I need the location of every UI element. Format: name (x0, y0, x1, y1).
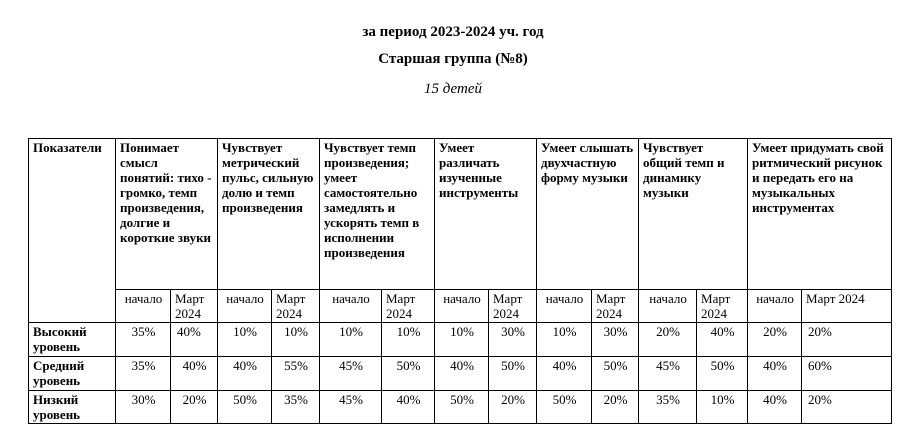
table-cell: 40% (435, 357, 489, 391)
table-cell: 50% (537, 391, 592, 424)
row-label: Низкий уровень (29, 391, 116, 424)
start-header: начало (537, 290, 592, 323)
end-header: Март 2024 (489, 290, 537, 323)
table-cell: 60% (802, 357, 892, 391)
end-header: Март 2024 (272, 290, 320, 323)
table-cell: 40% (171, 323, 218, 357)
table-cell: 30% (116, 391, 171, 424)
table-cell: 45% (320, 391, 382, 424)
table-cell: 50% (697, 357, 748, 391)
table-cell: 10% (320, 323, 382, 357)
table-cell: 35% (272, 391, 320, 424)
table-row (29, 323, 892, 357)
table-cell: 35% (116, 323, 171, 357)
table-cell: 30% (592, 323, 639, 357)
table-cell: 40% (697, 323, 748, 357)
row-label: Высокий уровень (29, 323, 116, 357)
table-row (29, 391, 892, 424)
results-table (28, 138, 892, 424)
criterion-header: Умеет различать изученные инструменты (435, 139, 537, 290)
period-header-row (29, 290, 892, 323)
start-header: начало (116, 290, 171, 323)
criterion-header: Умеет слышать двухчастную форму музыки (537, 139, 639, 290)
table-cell: 10% (697, 391, 748, 424)
start-header: начало (748, 290, 802, 323)
corner-header: Показатели (29, 139, 116, 323)
table-cell: 50% (592, 357, 639, 391)
table-cell: 40% (382, 391, 435, 424)
table-cell: 30% (489, 323, 537, 357)
table-cell: 35% (639, 391, 697, 424)
table-cell: 10% (218, 323, 272, 357)
table-cell: 45% (639, 357, 697, 391)
table-cell: 50% (218, 391, 272, 424)
table-cell: 45% (320, 357, 382, 391)
table-cell: 20% (592, 391, 639, 424)
start-header: начало (320, 290, 382, 323)
end-header: Март 2024 (382, 290, 435, 323)
end-header: Март 2024 (171, 290, 218, 323)
start-header: начало (218, 290, 272, 323)
table-cell: 20% (639, 323, 697, 357)
table-cell: 40% (748, 357, 802, 391)
table-cell: 10% (272, 323, 320, 357)
table-cell: 40% (537, 357, 592, 391)
criterion-header: Чувствует общий темп и динамику музыки (639, 139, 748, 290)
start-header: начало (639, 290, 697, 323)
criterion-header: Чувствует темп произведения; умеет самостоятельно замедлять и ускорять темп в исполнении произведения (320, 139, 435, 290)
group-heading: Старшая группа (№8) (378, 51, 528, 67)
table-cell: 50% (435, 391, 489, 424)
end-header: Март 2024 (697, 290, 748, 323)
table-cell: 10% (435, 323, 489, 357)
table-row (29, 357, 892, 391)
table-cell: 20% (802, 323, 892, 357)
criterion-header: Умеет придумать свой ритмический рисунок и передать его на музыкальных инструментах (748, 139, 892, 290)
table-cell: 50% (489, 357, 537, 391)
table-cell: 10% (537, 323, 592, 357)
end-header: Март 2024 (592, 290, 639, 323)
criterion-header: Чувствует метрический пульс, сильную долю и темп произведения (218, 139, 320, 290)
table-cell: 20% (489, 391, 537, 424)
table-cell: 20% (802, 391, 892, 424)
criterion-header: Понимает смысл понятий: тихо - громко, темп произведения, долгие и короткие звуки (116, 139, 218, 290)
table-cell: 40% (218, 357, 272, 391)
start-header: начало (435, 290, 489, 323)
table-cell: 55% (272, 357, 320, 391)
table-cell: 10% (382, 323, 435, 357)
row-label: Средний уровень (29, 357, 116, 391)
table-cell: 35% (116, 357, 171, 391)
table-cell: 40% (748, 391, 802, 424)
end-header: Март 2024 (802, 290, 892, 323)
table-cell: 20% (748, 323, 802, 357)
period-heading: за период 2023-2024 уч. год (362, 24, 544, 40)
table-cell: 40% (171, 357, 218, 391)
table-cell: 50% (382, 357, 435, 391)
children-count: 15 детей (424, 81, 482, 97)
criteria-header-row (29, 139, 892, 290)
table-cell: 20% (171, 391, 218, 424)
